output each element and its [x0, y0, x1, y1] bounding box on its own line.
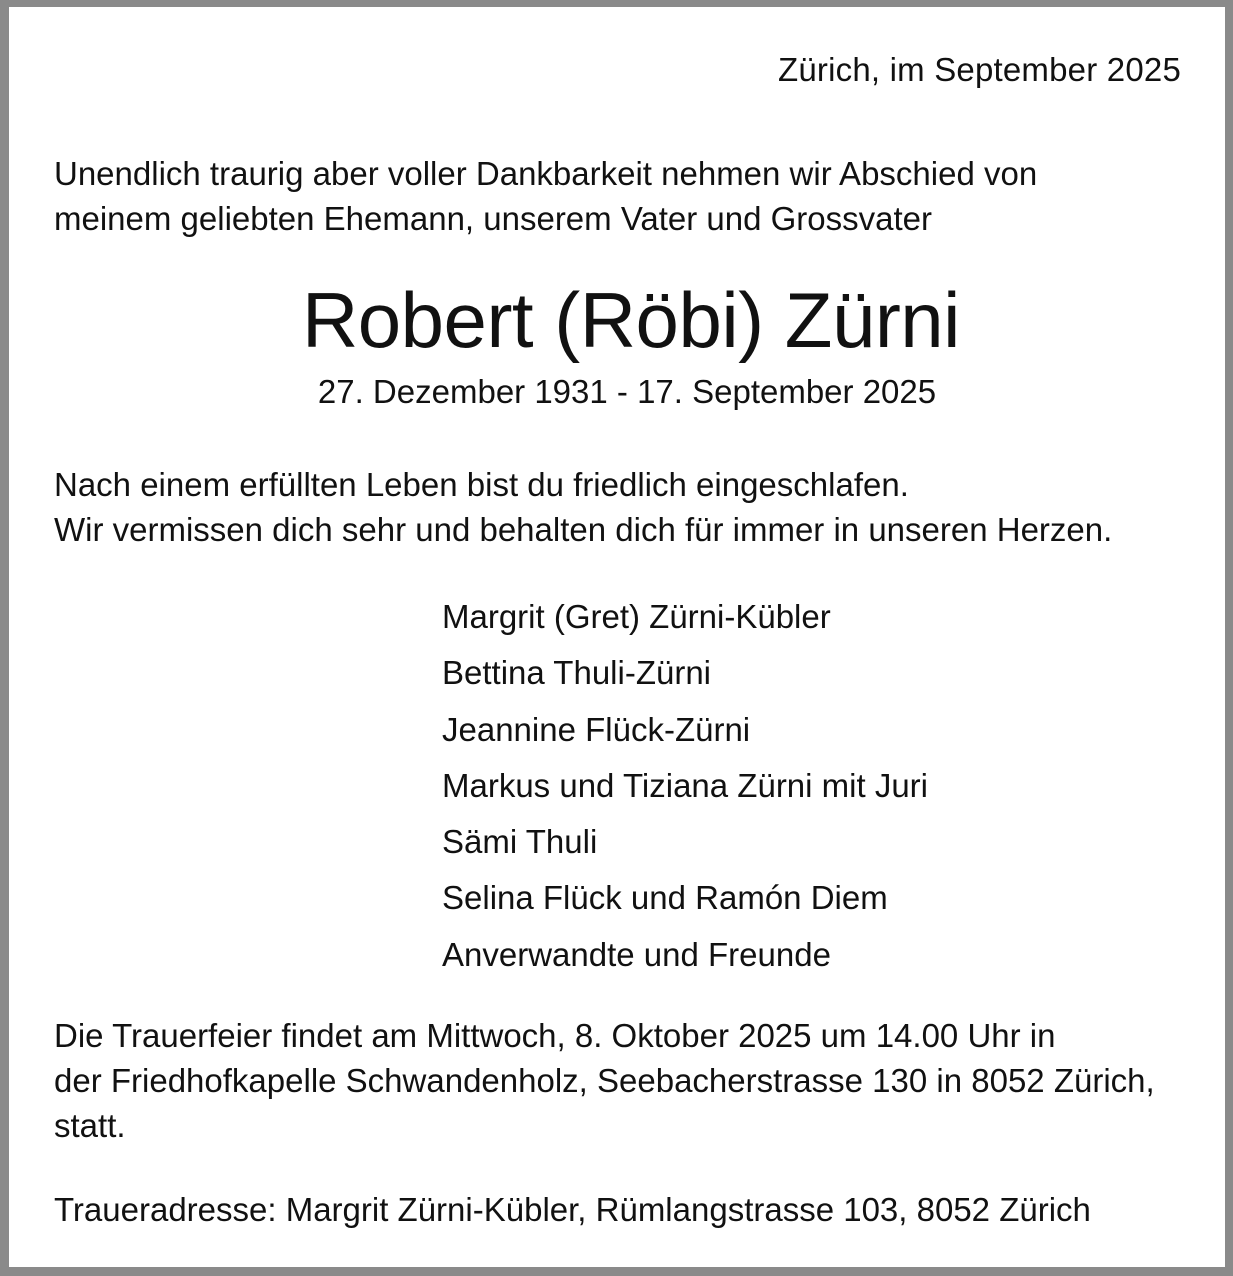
service-line: statt.: [54, 1107, 126, 1144]
service-line: der Friedhofkapelle Schwandenholz, Seebacherstrasse 130 in 8052 Zürich,: [54, 1062, 1155, 1099]
mourner-item: Bettina Thuli-Zürni: [442, 654, 712, 692]
deceased-name: Robert (Röbi) Zürni: [301, 276, 961, 364]
funeral-service-info: [54, 1013, 1155, 1148]
mourner-item: Sämi Thuli: [442, 823, 598, 861]
mourner-item: Margrit (Gret) Zürni-Kübler: [442, 598, 831, 635]
mourning-address: Traueradresse: Margrit Zürni-Kübler, Rümlangstrasse 103, 8052 Zürich: [54, 1191, 1091, 1228]
message-line: Wir vermissen dich sehr und behalten dich für immer in unseren Herzen.: [54, 511, 1113, 548]
farewell-message: [54, 462, 1112, 552]
place-date: Zürich, im September 2025: [777, 51, 1181, 88]
life-dates: 27. Dezember 1931 - 17. September 2025: [317, 373, 937, 410]
service-line: Die Trauerfeier findet am Mittwoch, 8. Oktober 2025 um 14.00 Uhr in: [54, 1017, 1056, 1054]
intro-line: Unendlich traurig aber voller Dankbarkeit nehmen wir Abschied von: [54, 155, 1038, 192]
intro-text: [54, 151, 1037, 241]
mourner-item: Selina Flück und Ramón Diem: [442, 879, 888, 917]
mourner-item: Markus und Tiziana Zürni mit Juri: [442, 766, 928, 804]
intro-line: meinem geliebten Ehemann, unserem Vater und Grossvater: [54, 200, 933, 237]
mourner-item: Jeannine Flück-Zürni: [442, 710, 751, 748]
mourners-list: [442, 592, 928, 986]
mourner-item: Anverwandte und Freunde: [442, 935, 831, 973]
message-line: Nach einem erfüllten Leben bist du friedlich eingeschlafen.: [54, 466, 909, 503]
